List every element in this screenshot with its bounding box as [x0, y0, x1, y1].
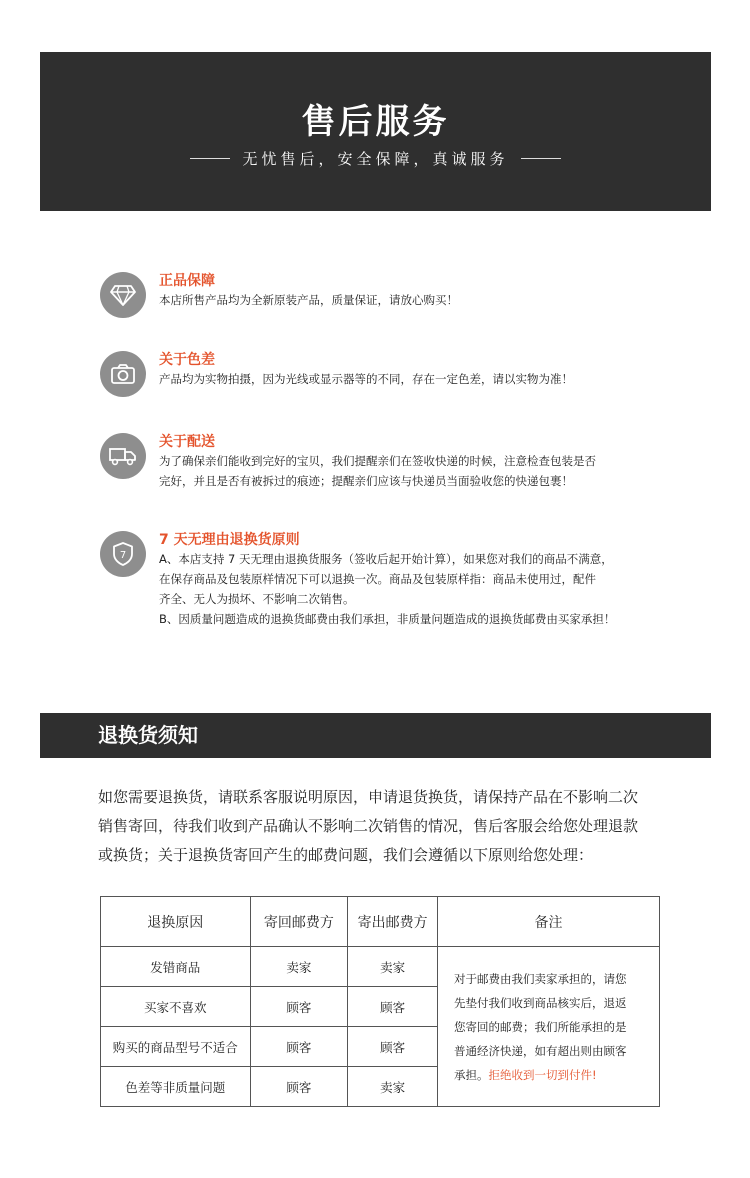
- section-title-bar: [40, 713, 711, 758]
- shield-seven-icon: [100, 531, 146, 577]
- table-cell: 顾客: [348, 1027, 438, 1067]
- diamond-icon: [100, 272, 146, 318]
- remark-highlight: 拒绝收到一切到付件!: [488, 1067, 597, 1082]
- feature-line: 产品均为实物拍摄，因为光线或显示器等的不同，存在一定色差，请以实物为准！: [159, 372, 573, 386]
- feature-title: 关于色差: [159, 352, 215, 368]
- table-cell: 卖家: [348, 1067, 438, 1107]
- remark-line: [454, 1063, 649, 1087]
- table-header: 退换原因: [101, 897, 251, 947]
- notice-line: 如您需要退换货，请联系客服说明原因，申请退货换货，请保持产品在不影响二次: [98, 788, 639, 806]
- remark-line: 对于邮费由我们卖家承担的，请您: [454, 971, 627, 986]
- feature-line: B、因质量问题造成的退换货邮费由我们承担，非质量问题造成的退换货邮费由买家承担！: [159, 612, 616, 626]
- table-cell: 卖家: [348, 947, 438, 987]
- remark-cell: [438, 947, 660, 1107]
- remark-line: 先垫付我们收到商品核实后，退返: [454, 995, 627, 1010]
- table-cell: 买家不喜欢: [101, 987, 251, 1027]
- notice-paragraph: [98, 783, 678, 870]
- feature-line: 本店所售产品均为全新原装产品，质量保证，请放心购买！: [159, 293, 458, 307]
- subtitle-left-rule: [190, 158, 230, 159]
- hero-subtitle-text: 无忧售后，安全保障，真诚服务: [242, 150, 509, 168]
- table-cell: 购买的商品型号不适合: [101, 1027, 251, 1067]
- table-header-row: [101, 897, 660, 947]
- hero-subtitle: [40, 148, 711, 169]
- table-cell: 色差等非质量问题: [101, 1067, 251, 1107]
- shield-number: 7: [119, 550, 127, 561]
- feature-line: 完好，并且是否有被拆过的痕迹；提醒亲们应该与快递员当面验收您的快递包裹！: [159, 474, 573, 488]
- notice-line: 或换货；关于退换货寄回产生的邮费问题，我们会遵循以下原则给您处理：: [98, 846, 594, 864]
- subtitle-right-rule: [521, 158, 561, 159]
- page-title: 售后服务: [301, 102, 450, 142]
- notice-line: 销售寄回，待我们收到产品确认不影响二次销售的情况，售后客服会给您处理退款: [98, 817, 639, 835]
- return-policy-table: [100, 896, 660, 1107]
- hero-banner: [40, 52, 711, 211]
- table-row: [101, 947, 660, 987]
- remark-prefix: 承担。: [454, 1067, 489, 1082]
- feature-line: A、本店支持 7 天无理由退换货服务（签收后起开始计算），如果您对我们的商品不满意，: [159, 552, 613, 566]
- table-cell: 发错商品: [101, 947, 251, 987]
- table-cell: 顾客: [250, 987, 348, 1027]
- remark-line: 您寄回的邮费；我们所能承担的是: [454, 1019, 627, 1034]
- section-title: 退换货须知: [98, 723, 198, 747]
- feature-title: 7 天无理由退换货原则: [159, 532, 300, 548]
- camera-icon: [100, 351, 146, 397]
- table-cell: 顾客: [348, 987, 438, 1027]
- table-cell: 顾客: [250, 1067, 348, 1107]
- table-cell: 顾客: [250, 1027, 348, 1067]
- feature-line: 在保存商品及包装原样情况下可以退换一次。商品及包装原样指：商品未使用过，配件: [159, 572, 596, 586]
- feature-line: 齐全、无人为损坏、不影响二次销售。: [159, 592, 355, 606]
- table-header: 寄回邮费方: [250, 897, 348, 947]
- feature-line: 为了确保亲们能收到完好的宝贝，我们提醒亲们在签收快递的时候，注意检查包装是否: [159, 454, 596, 468]
- table-cell: 卖家: [250, 947, 348, 987]
- truck-icon: [100, 433, 146, 479]
- feature-title: 关于配送: [159, 434, 215, 450]
- feature-title: 正品保障: [159, 273, 215, 289]
- table-header: 寄出邮费方: [348, 897, 438, 947]
- table-header: 备注: [438, 897, 660, 947]
- remark-line: 普通经济快递，如有超出则由顾客: [454, 1043, 627, 1058]
